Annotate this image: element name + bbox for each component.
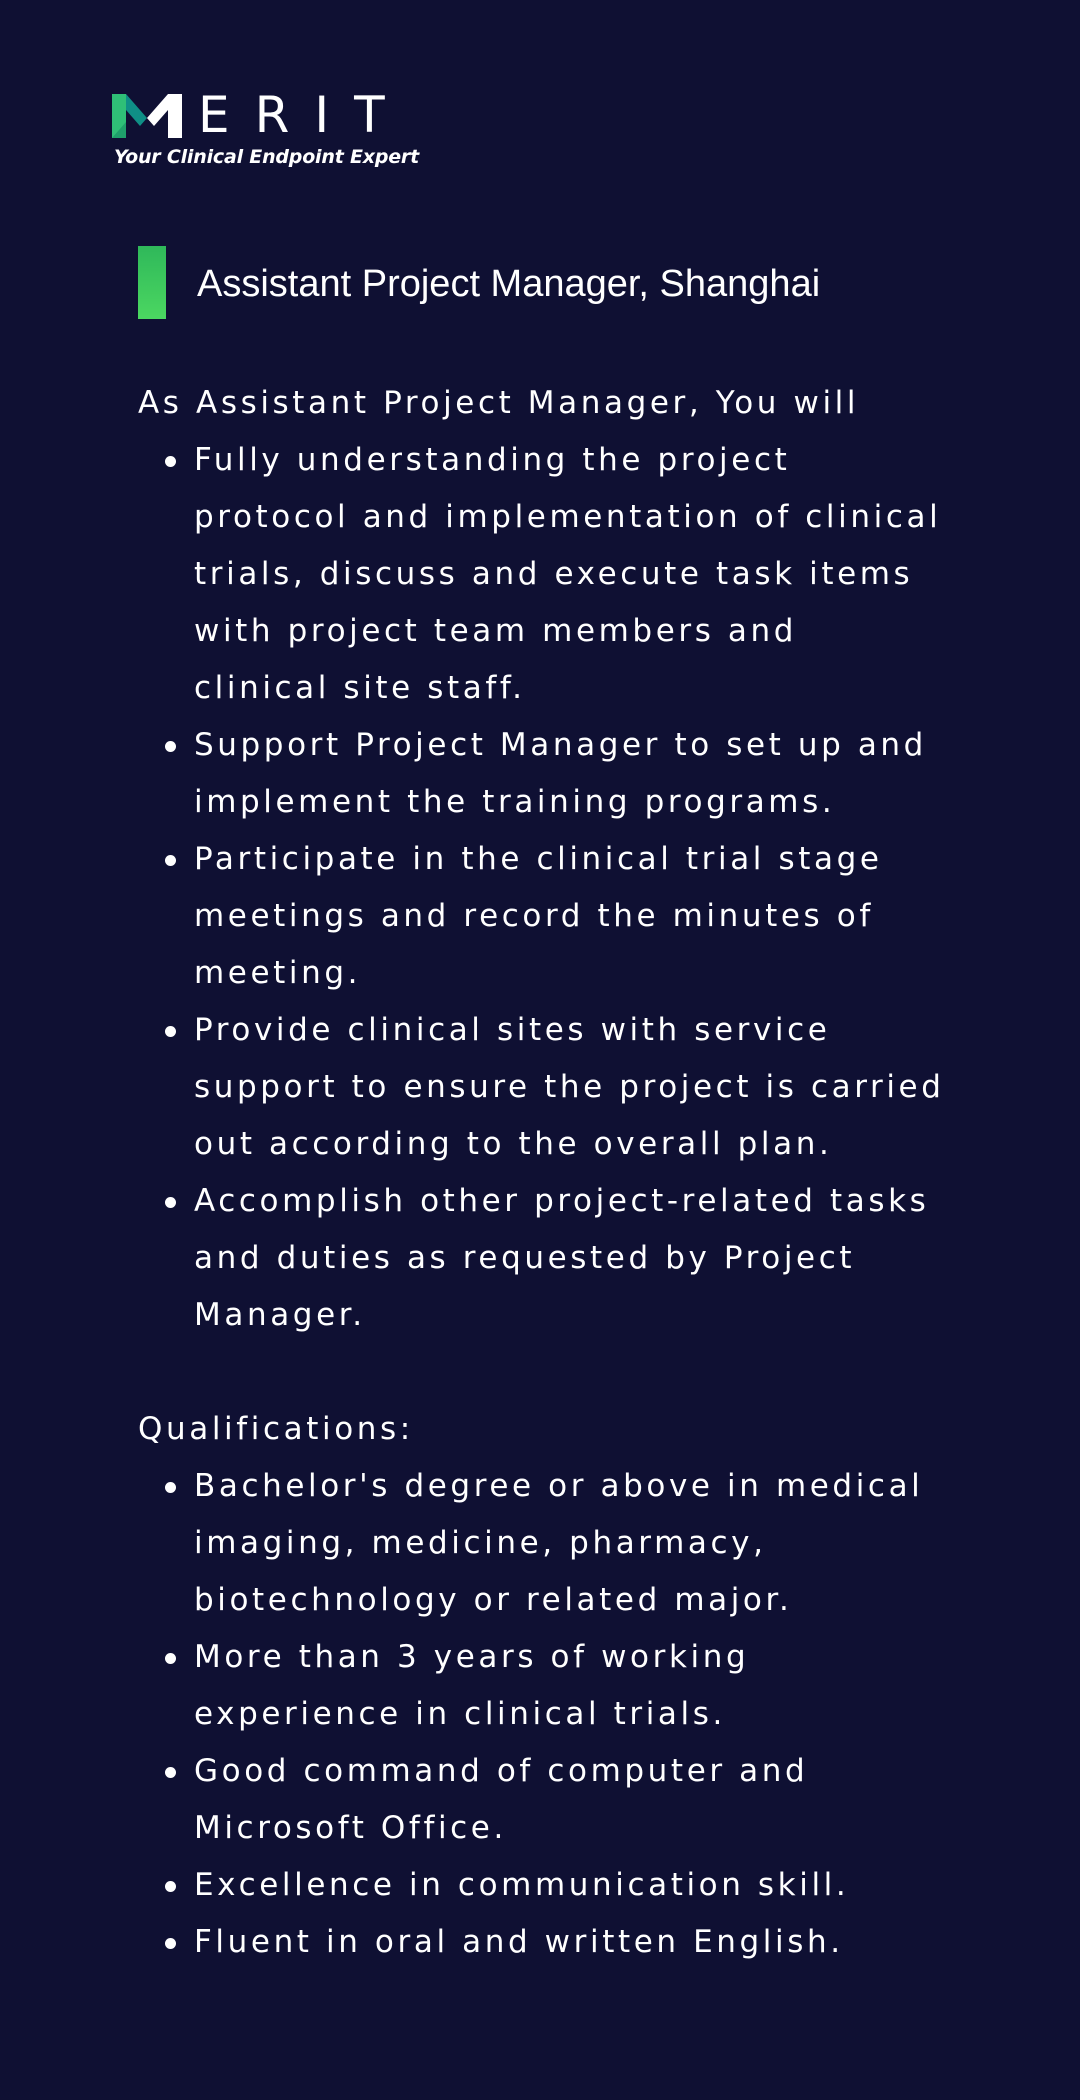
bullet-item <box>138 717 998 831</box>
bullet-line: Fully understanding the project <box>194 442 791 478</box>
bullet-line: biotechnology or related major. <box>194 1582 793 1618</box>
bullet-item <box>138 1857 998 1914</box>
bullet-line: imaging, medicine, pharmacy, <box>194 1525 767 1561</box>
bullet-dot-icon <box>165 1938 176 1949</box>
bullet-line: meeting. <box>194 955 362 991</box>
bullet-line: implement the training programs. <box>194 784 836 820</box>
bullet-line: Microsoft Office. <box>194 1810 507 1846</box>
bullet-line: More than 3 years of working <box>194 1639 750 1675</box>
logo-wordmark: ERIT <box>198 86 410 144</box>
job-title: Assistant Project Manager, Shanghai <box>197 263 821 305</box>
bullet-dot-icon <box>165 1482 176 1493</box>
bullet-line: support to ensure the project is carried <box>194 1069 945 1105</box>
bullet-dot-icon <box>165 456 176 467</box>
bullet-item <box>138 1914 998 1971</box>
bullet-dot-icon <box>165 1653 176 1664</box>
bullet-line: clinical site staff. <box>194 670 526 706</box>
bullet-line: and duties as requested by Project <box>194 1240 856 1276</box>
bullet-item <box>138 831 998 1002</box>
bullet-line: Provide clinical sites with service <box>194 1012 831 1048</box>
merit-m-logo-icon <box>112 94 182 138</box>
bullet-line: out according to the overall plan. <box>194 1126 833 1162</box>
bullet-dot-icon <box>165 741 176 752</box>
bullet-line: Fluent in oral and written English. <box>194 1924 844 1960</box>
logo-tagline: Your Clinical Endpoint Expert <box>114 146 419 168</box>
bullet-line: meetings and record the minutes of <box>194 898 874 934</box>
bullet-line: Manager. <box>194 1297 366 1333</box>
job-description <box>138 375 998 1971</box>
bullet-line: trials, discuss and execute task items <box>194 556 914 592</box>
bullet-line: Accomplish other project-related tasks <box>194 1183 930 1219</box>
bullet-line: Support Project Manager to set up and <box>194 727 927 763</box>
bullet-dot-icon <box>165 855 176 866</box>
bullet-item <box>138 1002 998 1173</box>
bullet-line: Good command of computer and <box>194 1753 809 1789</box>
bullet-dot-icon <box>165 1026 176 1037</box>
title-accent-bar <box>138 246 166 319</box>
bullet-line: experience in clinical trials. <box>194 1696 726 1732</box>
bullet-dot-icon <box>165 1881 176 1892</box>
section-spacer <box>138 1344 998 1401</box>
bullet-line: Excellence in communication skill. <box>194 1867 850 1903</box>
bullet-line: protocol and implementation of clinical <box>194 499 942 535</box>
bullet-item <box>138 1458 998 1629</box>
bullet-dot-icon <box>165 1197 176 1208</box>
bullet-item <box>138 1629 998 1743</box>
qualifications-heading: Qualifications: <box>138 1411 414 1447</box>
bullet-line: Bachelor's degree or above in medical <box>194 1468 924 1504</box>
qualifications-list <box>138 1458 998 1971</box>
bullet-item <box>138 432 998 717</box>
bullet-dot-icon <box>165 1767 176 1778</box>
bullet-item <box>138 1173 998 1344</box>
merit-logo <box>112 86 419 172</box>
responsibilities-heading: As Assistant Project Manager, You will <box>138 385 860 421</box>
bullet-line: Participate in the clinical trial stage <box>194 841 883 877</box>
responsibilities-list <box>138 432 998 1344</box>
bullet-line: with project team members and <box>194 613 798 649</box>
bullet-item <box>138 1743 998 1857</box>
